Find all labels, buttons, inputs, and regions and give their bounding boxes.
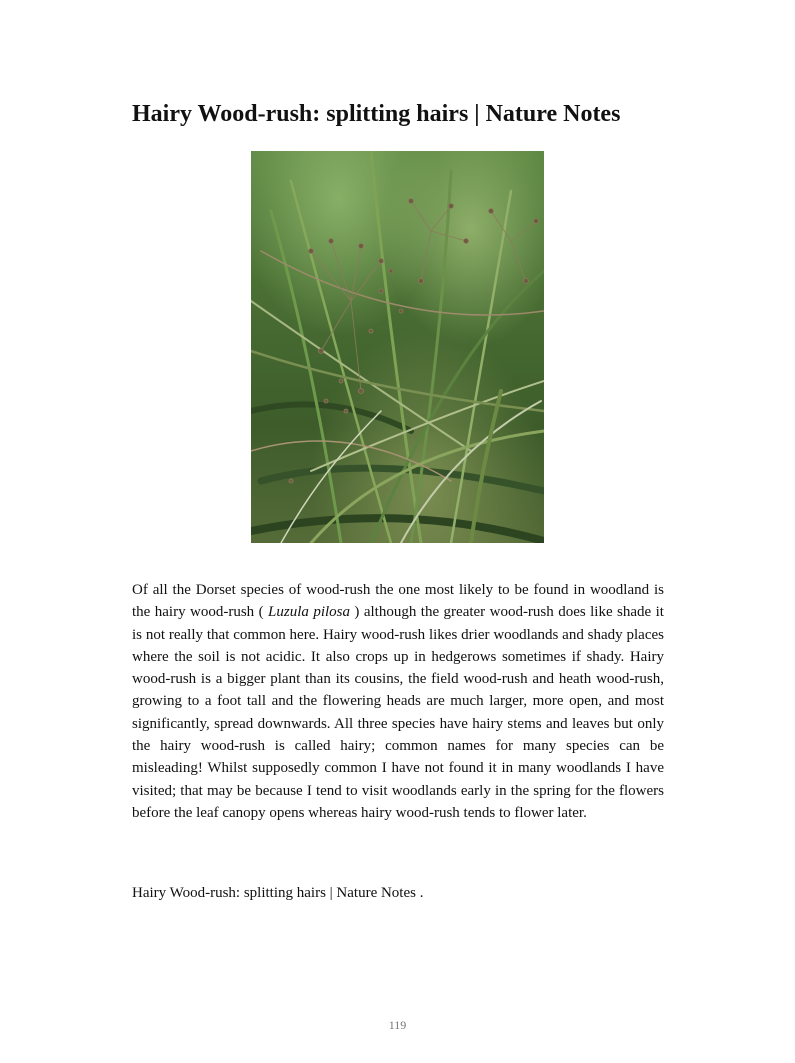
paragraph-text-before: Of all the Dorset species of wood-rush the one most likely to be found in woodland is the hairy wood-rush (	[132, 582, 664, 621]
article-paragraph	[132, 579, 664, 824]
page-number: 119	[388, 1018, 407, 1032]
paragraph-text-after: ) although the greater wood-rush does like shade it is not really that common here. Hairy wood-rush likes drier woodlands and shady places where the soil is not acidic. It also crops up in hedgerows sometimes if shady. Hairy wood-rush is a bigger plant than its cousins, the field wood-rush and heath wood-rush, growing to a foot tall and the flowering heads are much larger, more open, and most significantly, spread downwards. All three species have hairy stems and leaves but only the hairy wood-rush is called hairy; common names for many species can be misleading! Whilst supposedly common I have not found it in many woodlands I have visited; that may be because I tend to visit woodlands early in the spring for the flowers before the leaf canopy opens whereas hairy wood-rush tends to flower later.	[132, 604, 664, 821]
wood-rush-photo	[251, 151, 544, 543]
source-caption: Hairy Wood-rush: splitting hairs | Nature Notes .	[132, 885, 424, 901]
page-title: Hairy Wood-rush: splitting hairs | Nature Notes	[132, 101, 621, 127]
latin-name: Luzula pilosa	[268, 604, 350, 621]
